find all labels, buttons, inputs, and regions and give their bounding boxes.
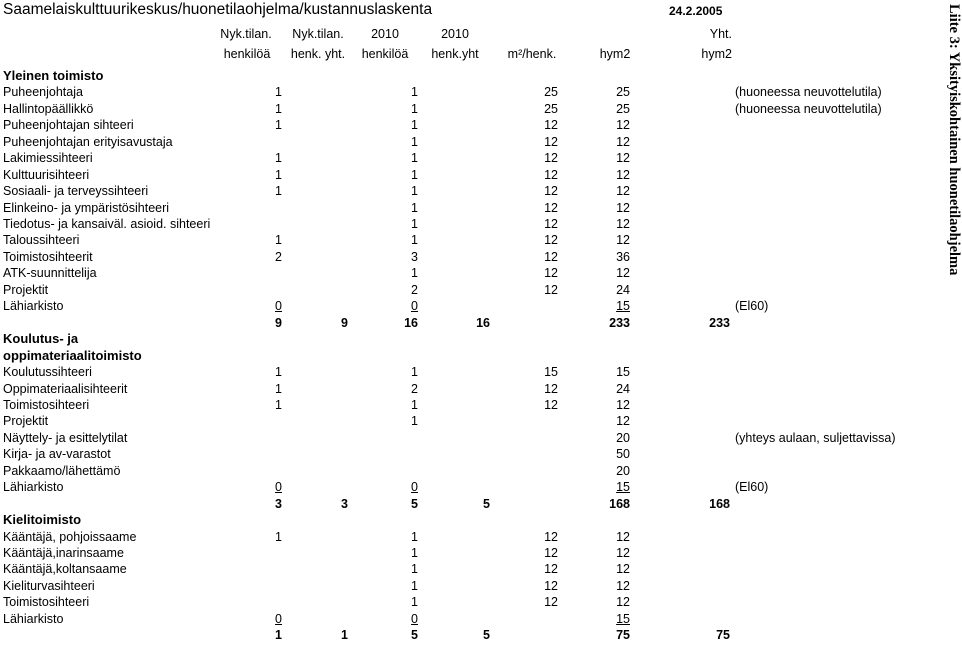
row-value: 15 bbox=[544, 365, 558, 379]
row-value: 1 bbox=[411, 546, 418, 560]
row-value: 1 bbox=[275, 151, 282, 165]
row-value: 36 bbox=[616, 250, 630, 264]
row-value: 15 bbox=[616, 365, 630, 379]
row-value: 12 bbox=[544, 398, 558, 412]
row-value: 0 bbox=[411, 480, 418, 494]
column-header: Nyk.tilan. bbox=[292, 27, 344, 41]
row-label: Sosiaali- ja terveyssihteeri bbox=[3, 184, 149, 198]
row-value: 1 bbox=[275, 184, 282, 198]
row-value: 1 bbox=[275, 118, 282, 132]
row-value: 0 bbox=[275, 480, 282, 494]
row-value: 12 bbox=[616, 201, 630, 215]
row-value: 12 bbox=[544, 233, 558, 247]
row-value: 12 bbox=[544, 135, 558, 149]
row-value: 0 bbox=[411, 299, 418, 313]
section-total: 1 bbox=[341, 628, 348, 642]
section-title: Kielitoimisto bbox=[3, 512, 82, 527]
row-label: Puheenjohtajan sihteeri bbox=[3, 118, 134, 132]
row-value: 20 bbox=[616, 464, 630, 478]
document-title: Saamelaiskulttuurikeskus/huonetilaohjelma/kustannuslaskenta bbox=[3, 1, 433, 18]
row-value: 12 bbox=[616, 135, 630, 149]
row-label: Toimistosihteerit bbox=[3, 250, 93, 264]
row-value: 1 bbox=[275, 102, 282, 116]
section-title: Yleinen toimisto bbox=[3, 68, 104, 83]
row-value: 12 bbox=[616, 233, 630, 247]
section-total: 1 bbox=[275, 628, 282, 642]
row-note: (huoneessa neuvottelutila) bbox=[735, 102, 882, 116]
row-label: Elinkeino- ja ympäristösihteeri bbox=[3, 201, 170, 215]
row-value: 1 bbox=[411, 85, 418, 99]
row-value: 12 bbox=[544, 118, 558, 132]
row-value: 1 bbox=[411, 398, 418, 412]
row-value: 15 bbox=[616, 612, 630, 626]
row-value: 1 bbox=[411, 595, 418, 609]
row-value: 1 bbox=[275, 382, 282, 396]
row-label: Lähiarkisto bbox=[3, 299, 64, 313]
row-value: 1 bbox=[275, 365, 282, 379]
section-total: 3 bbox=[341, 497, 348, 511]
section-title: Koulutus- ja bbox=[3, 331, 79, 346]
row-value: 1 bbox=[411, 201, 418, 215]
row-label: Kulttuurisihteeri bbox=[3, 168, 90, 182]
row-value: 12 bbox=[544, 184, 558, 198]
section-total: 168 bbox=[609, 497, 630, 511]
row-value: 15 bbox=[616, 299, 630, 313]
row-value: 1 bbox=[411, 168, 418, 182]
column-subheader: henk.yht bbox=[431, 47, 479, 61]
row-value: 12 bbox=[544, 266, 558, 280]
row-value: 1 bbox=[411, 217, 418, 231]
section-total: 5 bbox=[483, 628, 490, 642]
column-subheader: henk. yht. bbox=[290, 47, 346, 61]
row-value: 12 bbox=[616, 168, 630, 182]
row-value: 12 bbox=[616, 266, 630, 280]
column-subheader: m²/henk. bbox=[507, 47, 557, 61]
row-label: Puheenjohtaja bbox=[3, 85, 83, 99]
row-value: 12 bbox=[544, 546, 558, 560]
row-value: 24 bbox=[616, 382, 630, 396]
row-label: Toimistosihteeri bbox=[3, 398, 90, 412]
row-value: 1 bbox=[411, 102, 418, 116]
row-value: 1 bbox=[411, 151, 418, 165]
row-label: Tiedotus- ja kansaiväl. asioid. sihteeri bbox=[3, 217, 211, 231]
column-header: Yht. bbox=[709, 27, 732, 41]
row-value: 1 bbox=[411, 579, 418, 593]
row-label: Lähiarkisto bbox=[3, 480, 64, 494]
row-label: Pakkaamo/lähettämö bbox=[3, 464, 121, 478]
row-label: Hallintopäällikkö bbox=[3, 102, 94, 116]
column-subheader: hym2 bbox=[599, 47, 631, 61]
row-value: 25 bbox=[616, 85, 630, 99]
section-total: 16 bbox=[476, 316, 490, 330]
row-label: Lähiarkisto bbox=[3, 612, 64, 626]
section-total: 9 bbox=[275, 316, 282, 330]
row-value: 1 bbox=[411, 530, 418, 544]
row-label: Näyttely- ja esittelytilat bbox=[3, 431, 128, 445]
row-value: 1 bbox=[411, 135, 418, 149]
row-value: 24 bbox=[616, 283, 630, 297]
row-value: 1 bbox=[411, 233, 418, 247]
row-value: 50 bbox=[616, 447, 630, 461]
section-total: 5 bbox=[411, 628, 418, 642]
row-value: 12 bbox=[544, 168, 558, 182]
row-value: 0 bbox=[411, 612, 418, 626]
column-header: 2010 bbox=[441, 27, 469, 41]
row-note: (El60) bbox=[735, 480, 769, 494]
row-value: 12 bbox=[544, 151, 558, 165]
row-value: 1 bbox=[411, 365, 418, 379]
row-value: 12 bbox=[544, 530, 558, 544]
section-total: 233 bbox=[709, 316, 730, 330]
row-label: Oppimateriaalisihteerit bbox=[3, 382, 128, 396]
row-value: 25 bbox=[544, 102, 558, 116]
row-value: 2 bbox=[275, 250, 282, 264]
row-value: 12 bbox=[616, 546, 630, 560]
row-value: 1 bbox=[275, 398, 282, 412]
section-total: 9 bbox=[341, 316, 348, 330]
section-total: 168 bbox=[709, 497, 730, 511]
row-label: Projektit bbox=[3, 414, 49, 428]
row-value: 12 bbox=[544, 201, 558, 215]
row-value: 12 bbox=[616, 579, 630, 593]
row-value: 1 bbox=[411, 562, 418, 576]
row-value: 12 bbox=[544, 283, 558, 297]
section-total: 5 bbox=[483, 497, 490, 511]
row-value: 15 bbox=[616, 480, 630, 494]
document-date: 24.2.2005 bbox=[669, 4, 723, 18]
row-label: Taloussihteeri bbox=[3, 233, 80, 247]
row-label: Puheenjohtajan erityisavustaja bbox=[3, 135, 173, 149]
row-label: Koulutussihteeri bbox=[3, 365, 92, 379]
row-label: ATK-suunnittelija bbox=[3, 266, 97, 280]
row-note: (yhteys aulaan, suljettavissa) bbox=[735, 431, 896, 445]
row-value: 12 bbox=[616, 118, 630, 132]
row-label: Kääntäjä,koltansaame bbox=[3, 562, 127, 576]
column-subheader: hym2 bbox=[701, 47, 732, 61]
row-label: Kirja- ja av-varastot bbox=[3, 447, 111, 461]
row-value: 3 bbox=[411, 250, 418, 264]
row-value: 20 bbox=[616, 431, 630, 445]
row-value: 12 bbox=[544, 217, 558, 231]
row-value: 12 bbox=[616, 414, 630, 428]
row-value: 12 bbox=[544, 579, 558, 593]
row-value: 1 bbox=[411, 184, 418, 198]
row-value: 12 bbox=[616, 217, 630, 231]
row-value: 12 bbox=[616, 398, 630, 412]
row-value: 1 bbox=[411, 118, 418, 132]
row-value: 25 bbox=[544, 85, 558, 99]
row-value: 12 bbox=[616, 184, 630, 198]
row-value: 12 bbox=[616, 151, 630, 165]
section-total: 233 bbox=[609, 316, 630, 330]
row-value: 1 bbox=[275, 530, 282, 544]
column-subheader: henkilöä bbox=[361, 47, 409, 61]
row-note: (El60) bbox=[735, 299, 769, 313]
row-label: Kieliturvasihteeri bbox=[3, 579, 95, 593]
row-value: 2 bbox=[411, 382, 418, 396]
row-label: Projektit bbox=[3, 283, 49, 297]
side-title: Liite 3: Yksityiskohtainen huonetilaohjelma bbox=[946, 4, 962, 276]
row-label: Toimistosihteeri bbox=[3, 595, 90, 609]
row-value: 1 bbox=[275, 233, 282, 247]
row-value: 2 bbox=[411, 283, 418, 297]
row-value: 12 bbox=[544, 250, 558, 264]
row-value: 0 bbox=[275, 612, 282, 626]
row-value: 12 bbox=[616, 595, 630, 609]
row-value: 12 bbox=[544, 595, 558, 609]
row-value: 1 bbox=[411, 266, 418, 280]
section-total: 16 bbox=[404, 316, 418, 330]
column-header: Nyk.tilan. bbox=[220, 27, 272, 41]
section-total: 3 bbox=[275, 497, 282, 511]
column-header: 2010 bbox=[371, 27, 399, 41]
section-total: 75 bbox=[616, 628, 630, 642]
section-total: 5 bbox=[411, 497, 418, 511]
section-total: 75 bbox=[716, 628, 730, 642]
section-title: oppimateriaalitoimisto bbox=[3, 348, 142, 363]
row-value: 12 bbox=[616, 530, 630, 544]
row-label: Kääntäjä, pohjoissaame bbox=[3, 530, 137, 544]
row-note: (huoneessa neuvottelutila) bbox=[735, 85, 882, 99]
row-value: 1 bbox=[275, 168, 282, 182]
row-value: 1 bbox=[275, 85, 282, 99]
row-value: 25 bbox=[616, 102, 630, 116]
row-value: 1 bbox=[411, 414, 418, 428]
row-value: 12 bbox=[616, 562, 630, 576]
column-subheader: henkilöä bbox=[223, 47, 271, 61]
row-value: 12 bbox=[544, 562, 558, 576]
row-value: 0 bbox=[275, 299, 282, 313]
row-label: Lakimiessihteeri bbox=[3, 151, 93, 165]
row-label: Kääntäjä,inarinsaame bbox=[3, 546, 124, 560]
row-value: 12 bbox=[544, 382, 558, 396]
